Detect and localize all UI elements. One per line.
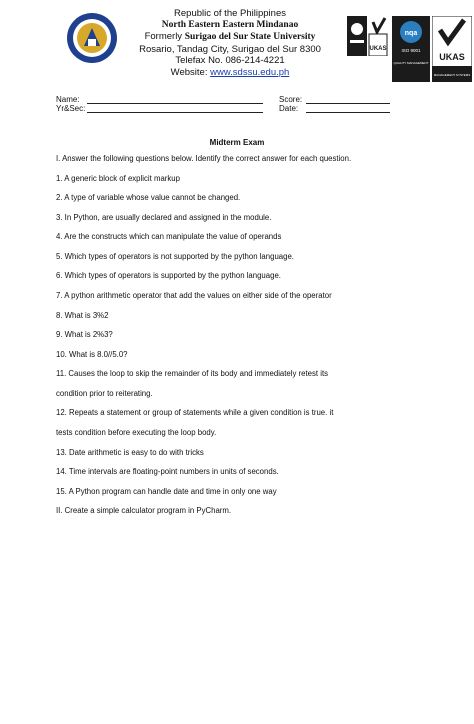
exam-line: 2. A type of variable whose value cannot be changed. bbox=[56, 193, 241, 202]
cert2-top: ISO 9001 bbox=[401, 48, 421, 53]
exam-line: 5. Which types of operators is not supported by the python language. bbox=[56, 252, 294, 261]
exam-line: tests condition before executing the loop body. bbox=[56, 428, 217, 437]
exam-line: 6. Which types of operators is supported by the python language. bbox=[56, 271, 281, 280]
yrsec-label: Yr&Sec: bbox=[56, 104, 86, 113]
website-link[interactable]: www.sdssu.edu.ph bbox=[210, 66, 290, 78]
address-line: Rosario, Tandag City, Surigao del Sur 8300 bbox=[139, 43, 321, 55]
exam-line: 14. Time intervals are floating-point numbers in units of seconds. bbox=[56, 467, 279, 476]
exam-line: 15. A Python program can handle date and time in only one way bbox=[56, 487, 277, 496]
exam-line: 12. Repeats a statement or group of statements while a given condition is true. it bbox=[56, 408, 334, 417]
exam-line: 8. What is 3%2 bbox=[56, 311, 109, 320]
formerly-line: Formerly Surigao del Sur State University bbox=[144, 31, 316, 42]
exam-line: 11. Causes the loop to skip the remainder of its body and immediately retest its bbox=[56, 369, 329, 378]
exam-line: II. Create a simple calculator program in PyCharm. bbox=[56, 506, 232, 515]
exam-line: 4. Are the constructs which can manipulate the value of operands bbox=[56, 232, 282, 241]
name-field[interactable] bbox=[87, 103, 263, 104]
ukas-management-logo bbox=[432, 16, 472, 82]
ukas-cert-logo bbox=[347, 16, 389, 56]
republic-line: Republic of the Philippines bbox=[174, 8, 286, 19]
exam-line: condition prior to reiterating. bbox=[56, 389, 153, 398]
cert3-text: UKAS bbox=[439, 52, 465, 62]
website-line: Website: www.sdssu.edu.ph bbox=[170, 66, 290, 78]
telefax-line: Telefax No. 086-214-4221 bbox=[175, 55, 285, 66]
university-name: North Eastern Eastern Mindanao bbox=[161, 19, 299, 30]
exam-line: 9. What is 2%3? bbox=[56, 330, 113, 339]
cert2-brand: nqa bbox=[404, 30, 418, 37]
exam-line: 13. Date arithmetic is easy to do with tricks bbox=[56, 448, 204, 457]
university-header bbox=[110, 8, 350, 78]
score-field[interactable] bbox=[306, 103, 390, 104]
exam-line: 10. What is 8.0//5.0? bbox=[56, 350, 128, 359]
date-label: Date: bbox=[279, 104, 299, 113]
exam-line: 1. A generic block of explicit markup bbox=[56, 174, 180, 183]
exam-line: I. Answer the following questions below. Identify the correct answer for each question. bbox=[56, 154, 352, 163]
yrsec-field[interactable] bbox=[87, 112, 263, 113]
name-label: Name: bbox=[56, 95, 80, 104]
exam-title: Midterm Exam bbox=[209, 138, 265, 147]
cert3-sub: MANAGEMENT SYSTEMS bbox=[433, 73, 471, 77]
nqa-iso-cert-logo bbox=[392, 16, 430, 82]
cert1-text: UKAS bbox=[369, 46, 387, 52]
date-field[interactable] bbox=[306, 112, 390, 113]
cert2-bottom: QUALITY MANAGEMENT bbox=[393, 61, 429, 65]
exam-line: 3. In Python, are usually declared and assigned in the module. bbox=[56, 213, 272, 222]
score-label: Score: bbox=[279, 95, 303, 104]
exam-line: 7. A python arithmetic operator that add the values on either side of the operator bbox=[56, 291, 332, 300]
